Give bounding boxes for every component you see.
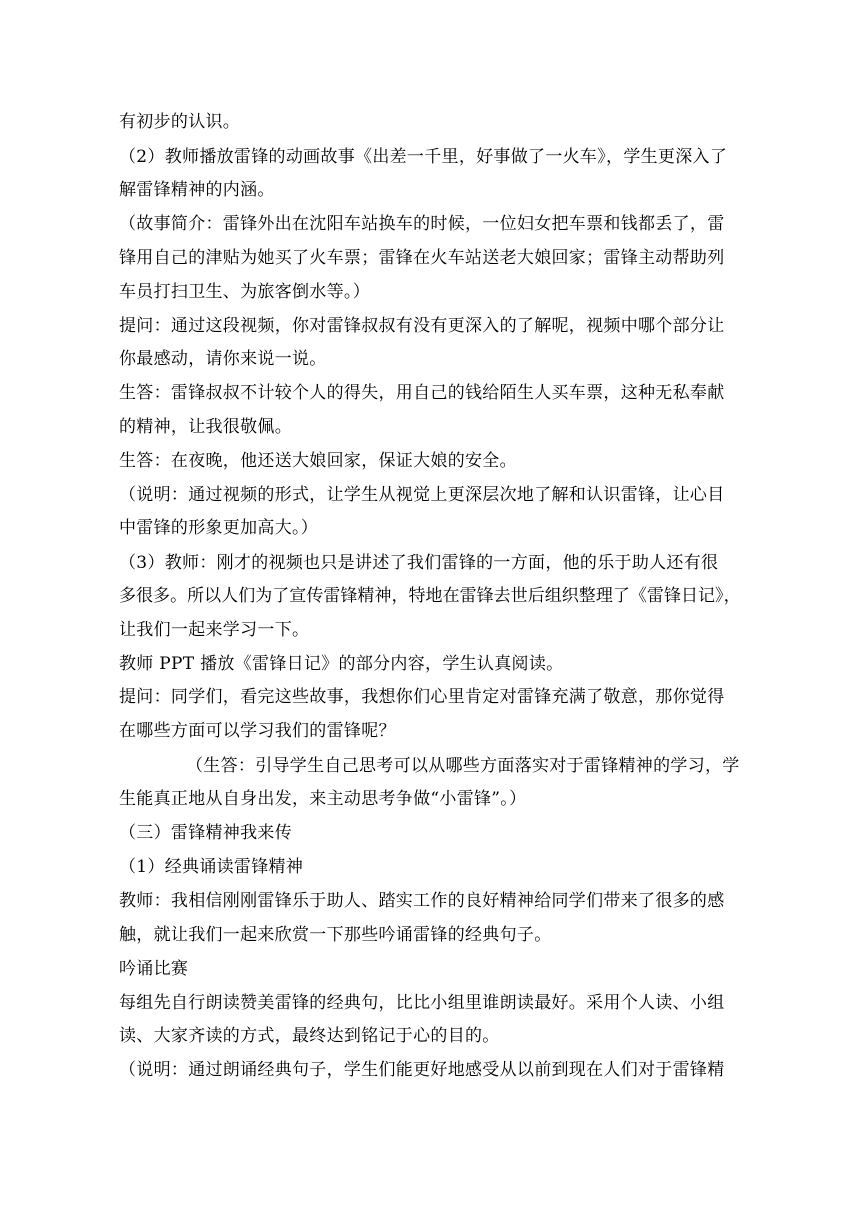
text-line: 提问：通过这段视频，你对雷锋叔叔有没有更深入的了解呢，视频中哪个部分让 (119, 316, 725, 336)
text-line: 有初步的认识。 (119, 112, 241, 132)
text-line: 车员打扫卫生、为旅客倒水等。） (119, 282, 370, 302)
text-line: 你最感动，请你来说一说。 (119, 349, 327, 369)
text-line: 中雷锋的形象更加高大。） (119, 518, 319, 538)
text-line: 吟诵比赛 (119, 959, 189, 979)
text-line: 的精神，让我很敬佩。 (119, 417, 292, 437)
text-line: （3）教师：刚才的视频也只是讲述了我们雷锋的一方面，他的乐于助人还有很 (119, 553, 719, 573)
section-heading: （三）雷锋精神我来传 (119, 823, 292, 843)
text-line: （2）教师播放雷锋的动画故事《出差一千里，好事做了一火车》，学生更深入了 (119, 147, 728, 167)
text-line: 教师 PPT 播放《雷锋日记》的部分内容，学生认真阅读。 (119, 654, 564, 674)
text-line: 生能真正地从自身出发，来主动思考争做“小雷锋”。） (119, 789, 527, 809)
text-line: （说明：通过视频的形式，让学生从视觉上更深层次地了解和认识雷锋，让心目 (119, 485, 725, 505)
text-line: 提问：同学们，看完这些故事，我想你们心里肯定对雷锋充满了敬意，那你觉得 (119, 687, 725, 707)
text-line: （故事简介：雷锋外出在沈阳车站换车的时候，一位妇女把车票和钱都丢了，雷 (119, 214, 725, 234)
text-line: 解雷锋精神的内涵。 (119, 180, 275, 200)
subsection-heading: （1）经典诵读雷锋精神 (119, 857, 304, 877)
text-line: 在哪些方面可以学习我们的雷锋呢？ (119, 721, 396, 741)
text-line: （说明：通过朗诵经典句子，学生们能更好地感受从以前到现在人们对于雷锋精 (119, 1060, 725, 1080)
text-line: 锋用自己的津贴为她买了火车票；雷锋在火车站送老大娘回家；雷锋主动帮助列 (119, 248, 725, 268)
text-line: 读、大家齐读的方式，最终达到铭记于心的目的。 (119, 1026, 500, 1046)
text-line: （生答：引导学生自己思考可以从哪些方面落实对于雷锋精神的学习，学 (186, 756, 740, 776)
text-line: 生答：在夜晚，他还送大娘回家，保证大娘的安全。 (119, 451, 517, 471)
text-line: 触，就让我们一起来欣赏一下那些吟诵雷锋的经典句子。 (119, 925, 552, 945)
text-line: 每组先自行朗读赞美雷锋的经典句，比比小组里谁朗读最好。采用个人读、小组 (119, 993, 725, 1013)
text-line: 生答：雷锋叔叔不计较个人的得失，用自己的钱给陌生人买车票，这种无私奉献 (119, 383, 725, 403)
text-line: 让我们一起来学习一下。 (119, 620, 310, 640)
text-line: 多很多。所以人们为了宣传雷锋精神，特地在雷锋去世后组织整理了《雷锋日记》， (119, 586, 741, 606)
text-line: 教师：我相信刚刚雷锋乐于助人、踏实工作的良好精神给同学们带来了很多的感 (119, 891, 725, 911)
